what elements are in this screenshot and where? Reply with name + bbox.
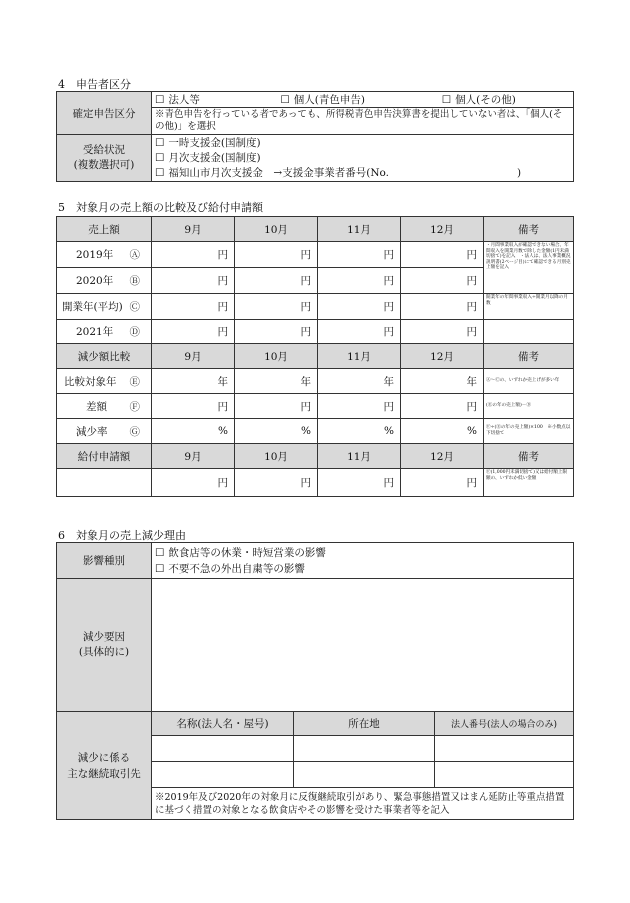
sales-cell[interactable]: 円: [401, 320, 484, 344]
partner-note: ※2019年及び2020年の対象月に反復継続取引があり、緊急事態措置又はまん延防止等重点措置に基づく措置の対象となる飲食店やその影響を受けた事業者等を記入: [152, 788, 574, 820]
row-mark: Ⓔ: [129, 375, 140, 388]
aid-option-2-label: 月次支援金(国制度): [168, 151, 261, 164]
partner-address-input[interactable]: [294, 762, 435, 788]
option-corp[interactable]: [155, 93, 277, 107]
partner-name-input[interactable]: [152, 736, 294, 762]
month-header: 11月: [318, 344, 401, 369]
partner-label-1: 減少に係る: [77, 751, 131, 764]
aid-status-label-2: (複数選択可): [73, 159, 135, 171]
remarks-empty: [484, 320, 574, 344]
option-corp-label: 法人等: [168, 94, 200, 106]
partner-name-input[interactable]: [152, 762, 294, 788]
row-label: 比較対象年: [64, 375, 117, 388]
rate-cell[interactable]: %: [235, 419, 318, 444]
filing-type-label: 確定申告区分: [57, 92, 152, 135]
aid-number-close: ): [516, 166, 522, 179]
grant-header: 給付申請額: [57, 444, 152, 469]
remarks-note-ab: ・月間事業収入が確認できない場合、年間収入を開業月数で除した金額(1円未満切捨て)を記入 ・法人は、法人事業概況説明書(2ページ目)にて確認できる月別売上額を記入: [484, 242, 574, 294]
col-header-corpno: 法人番号(法人の場合のみ): [435, 712, 574, 736]
section-5-title: 5 対象月の売上額の比較及び給付申請額: [58, 201, 263, 214]
sales-cell[interactable]: 円: [152, 320, 235, 344]
checkbox-icon[interactable]: ☐: [155, 562, 165, 575]
table-row: [57, 469, 574, 497]
checkbox-icon[interactable]: ☐: [155, 136, 165, 149]
month-header: 11月: [318, 217, 401, 242]
option-other-label: 個人(その他): [455, 94, 516, 106]
difference-cell[interactable]: 円: [235, 394, 318, 419]
year-cell[interactable]: 年: [318, 369, 401, 394]
difference-cell[interactable]: 円: [318, 394, 401, 419]
remarks-header: 備考: [484, 444, 574, 469]
checkbox-icon[interactable]: ☐: [155, 546, 165, 559]
impact-option-2-label: 不要不急の外出自粛等の影響: [168, 562, 305, 575]
filing-note: ※青色申告を行っている者であっても、所得税青色申告決算書を提出していない者は、「個人(その他)」を選択: [152, 107, 573, 133]
aid-option-3[interactable]: [155, 166, 570, 181]
partner-address-input[interactable]: [294, 736, 435, 762]
row-mark: Ⓒ: [129, 301, 140, 313]
col-header-address: 所在地: [294, 712, 435, 736]
grant-cell[interactable]: 円: [318, 469, 401, 497]
remarks-note: Ⓐ～Ⓒの、いずれか売上げが多い年: [484, 369, 574, 394]
remarks-note: Ⓕ(1,000円未満切捨て)又は給付額上限額の、いずれか低い金額: [484, 469, 574, 497]
table-row: [57, 242, 574, 268]
row-mark: Ⓓ: [129, 326, 140, 338]
partner-corpno-input[interactable]: [435, 736, 574, 762]
checkbox-icon[interactable]: ☐: [441, 94, 452, 106]
sales-cell[interactable]: 円: [318, 242, 401, 268]
row-mark: Ⓖ: [129, 425, 140, 438]
option-other[interactable]: [442, 93, 516, 107]
sales-cell[interactable]: 円: [152, 294, 235, 320]
sales-cell[interactable]: 円: [235, 294, 318, 320]
section-4-title: 4 申告者区分: [58, 78, 131, 91]
row-label: 2020年: [76, 275, 114, 287]
sales-cell[interactable]: 円: [235, 242, 318, 268]
month-header: 9月: [152, 217, 235, 242]
sales-cell[interactable]: 円: [152, 242, 235, 268]
sales-cell[interactable]: 円: [235, 268, 318, 294]
checkbox-icon[interactable]: ☐: [155, 166, 165, 179]
month-header: 9月: [152, 444, 235, 469]
row-mark: Ⓐ: [129, 249, 140, 261]
grant-cell[interactable]: 円: [152, 469, 235, 497]
partner-label-2: 主な継続取引先: [67, 767, 141, 780]
decrease-header: 減少額比較: [57, 344, 152, 369]
sales-cell[interactable]: 円: [401, 242, 484, 268]
section-6-title: 6 対象月の売上減少理由: [58, 529, 186, 542]
remarks-header: 備考: [484, 344, 574, 369]
impact-option-1-label: 飲食店等の休業・時短営業の影響: [168, 546, 326, 559]
section-6-table: [56, 542, 574, 820]
month-header: 9月: [152, 344, 235, 369]
section-4-table: [56, 91, 574, 182]
remarks-note: (Ⓔの年の売上額)－Ⓓ: [484, 394, 574, 419]
difference-cell[interactable]: 円: [152, 394, 235, 419]
month-header: 10月: [235, 217, 318, 242]
sales-cell[interactable]: 円: [318, 294, 401, 320]
row-mark: Ⓑ: [129, 275, 140, 287]
checkbox-icon[interactable]: ☐: [280, 94, 290, 106]
remarks-note: Ⓕ÷(Ⓔの年の売上額)×100 ※小数点以下切捨て: [484, 419, 574, 444]
sales-cell[interactable]: 円: [318, 320, 401, 344]
section-5-table: [56, 216, 574, 497]
row-mark: Ⓕ: [129, 400, 140, 413]
sales-cell[interactable]: 円: [318, 268, 401, 294]
aid-option-3-label: 福知山市月次支援金 →支援金事業者番号(No.: [168, 166, 389, 179]
month-header: 12月: [401, 217, 484, 242]
sales-cell[interactable]: 円: [401, 268, 484, 294]
aid-option-1[interactable]: [155, 136, 570, 151]
grant-cell[interactable]: 円: [401, 469, 484, 497]
table-row: [57, 419, 574, 444]
sales-cell[interactable]: 円: [235, 320, 318, 344]
grant-cell[interactable]: 円: [235, 469, 318, 497]
remarks-note-c: 開業年の年間事業収入÷開業月以降の月数: [484, 294, 574, 320]
checkbox-icon[interactable]: ☐: [155, 94, 165, 106]
impact-type-label: 影響種別: [57, 543, 152, 579]
year-cell[interactable]: 年: [152, 369, 235, 394]
cause-input[interactable]: [152, 579, 574, 712]
table-row: [57, 320, 574, 344]
aid-option-1-label: 一時支援金(国制度): [168, 136, 261, 149]
difference-cell[interactable]: 円: [401, 394, 484, 419]
row-label: 2019年: [76, 249, 114, 261]
option-blue[interactable]: [280, 93, 438, 107]
checkbox-icon[interactable]: ☐: [155, 151, 165, 164]
rate-cell[interactable]: %: [152, 419, 235, 444]
year-cell[interactable]: 年: [235, 369, 318, 394]
sales-cell[interactable]: 円: [401, 294, 484, 320]
row-label: 開業年(平均): [62, 301, 123, 313]
cause-label-2: (具体的に): [78, 646, 130, 658]
sales-cell[interactable]: 円: [152, 268, 235, 294]
col-header-name: 名称(法人名・屋号): [152, 712, 294, 736]
table-row: [57, 369, 574, 394]
aid-status-label-1: 受給状況: [83, 144, 125, 156]
cause-label-1: 減少要因: [83, 631, 125, 643]
month-header: 12月: [401, 444, 484, 469]
sales-header: 売上額: [57, 217, 152, 242]
rate-cell[interactable]: %: [318, 419, 401, 444]
row-label: 2021年: [76, 326, 114, 338]
remarks-header: 備考: [484, 217, 574, 242]
table-row: [57, 294, 574, 320]
impact-option-1[interactable]: [155, 545, 570, 561]
grant-empty: [57, 469, 152, 497]
row-label: 差額: [86, 400, 107, 413]
row-label: 減少率: [76, 425, 108, 438]
month-header: 12月: [401, 344, 484, 369]
option-blue-label: 個人(青色申告): [293, 94, 365, 106]
rate-cell[interactable]: %: [401, 419, 484, 444]
impact-option-2[interactable]: [155, 561, 570, 577]
month-header: 10月: [235, 344, 318, 369]
table-row: [57, 394, 574, 419]
aid-option-2[interactable]: [155, 151, 570, 166]
month-header: 10月: [235, 444, 318, 469]
year-cell[interactable]: 年: [401, 369, 484, 394]
partner-corpno-input[interactable]: [435, 762, 574, 788]
month-header: 11月: [318, 444, 401, 469]
